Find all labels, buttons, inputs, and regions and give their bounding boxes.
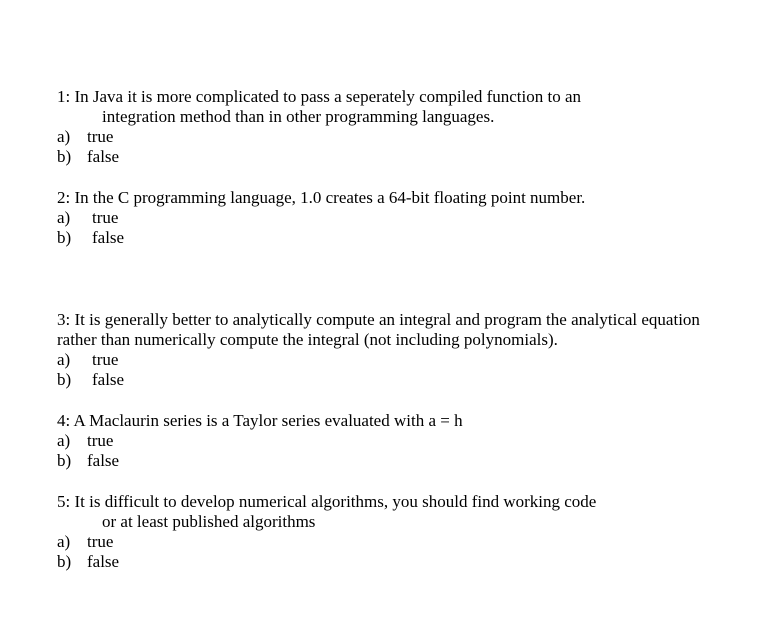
- option-text: true: [87, 431, 114, 450]
- option-text: true: [92, 208, 119, 227]
- option-label: b): [57, 228, 72, 247]
- option-label: a): [57, 208, 71, 227]
- question-3-continuation: rather than numerically compute the integral (not including polynomials).: [57, 330, 558, 349]
- question-3-text: 3: It is generally better to analytically compute an integral and program the analytical equation: [57, 310, 700, 329]
- question-2-option-a[interactable]: [57, 208, 118, 228]
- question-5-option-b[interactable]: [57, 552, 119, 572]
- option-label: a): [57, 350, 71, 369]
- option-label: a): [57, 127, 71, 146]
- option-label: a): [57, 532, 71, 551]
- option-label: b): [57, 451, 72, 470]
- option-text: false: [92, 370, 125, 389]
- option-text: false: [87, 147, 120, 166]
- question-5-continuation: or at least published algorithms: [102, 512, 316, 531]
- question-5-option-a[interactable]: [57, 532, 113, 552]
- question-2-option-b[interactable]: [57, 228, 124, 248]
- question-1-option-b[interactable]: [57, 147, 119, 167]
- option-label: a): [57, 431, 71, 450]
- question-1-continuation: integration method than in other programming languages.: [102, 107, 495, 126]
- option-text: false: [87, 552, 120, 571]
- question-3-option-b[interactable]: [57, 370, 124, 390]
- option-label: b): [57, 552, 72, 571]
- option-text: false: [92, 228, 125, 247]
- question-5-text: 5: It is difficult to develop numerical algorithms, you should find working code: [57, 492, 597, 511]
- option-text: false: [87, 451, 120, 470]
- option-text: true: [87, 127, 114, 146]
- option-label: b): [57, 147, 72, 166]
- question-1-text: 1: In Java it is more complicated to pass a seperately compiled function to an: [57, 87, 582, 106]
- option-label: b): [57, 370, 72, 389]
- option-text: true: [92, 350, 119, 369]
- question-1-option-a[interactable]: [57, 127, 113, 147]
- option-text: true: [87, 532, 114, 551]
- question-4-text: 4: A Maclaurin series is a Taylor series evaluated with a = h: [57, 411, 463, 430]
- question-4-option-a[interactable]: [57, 431, 113, 451]
- question-4-option-b[interactable]: [57, 451, 119, 471]
- question-2-text: 2: In the C programming language, 1.0 creates a 64-bit floating point number.: [57, 188, 586, 207]
- question-3-option-a[interactable]: [57, 350, 118, 370]
